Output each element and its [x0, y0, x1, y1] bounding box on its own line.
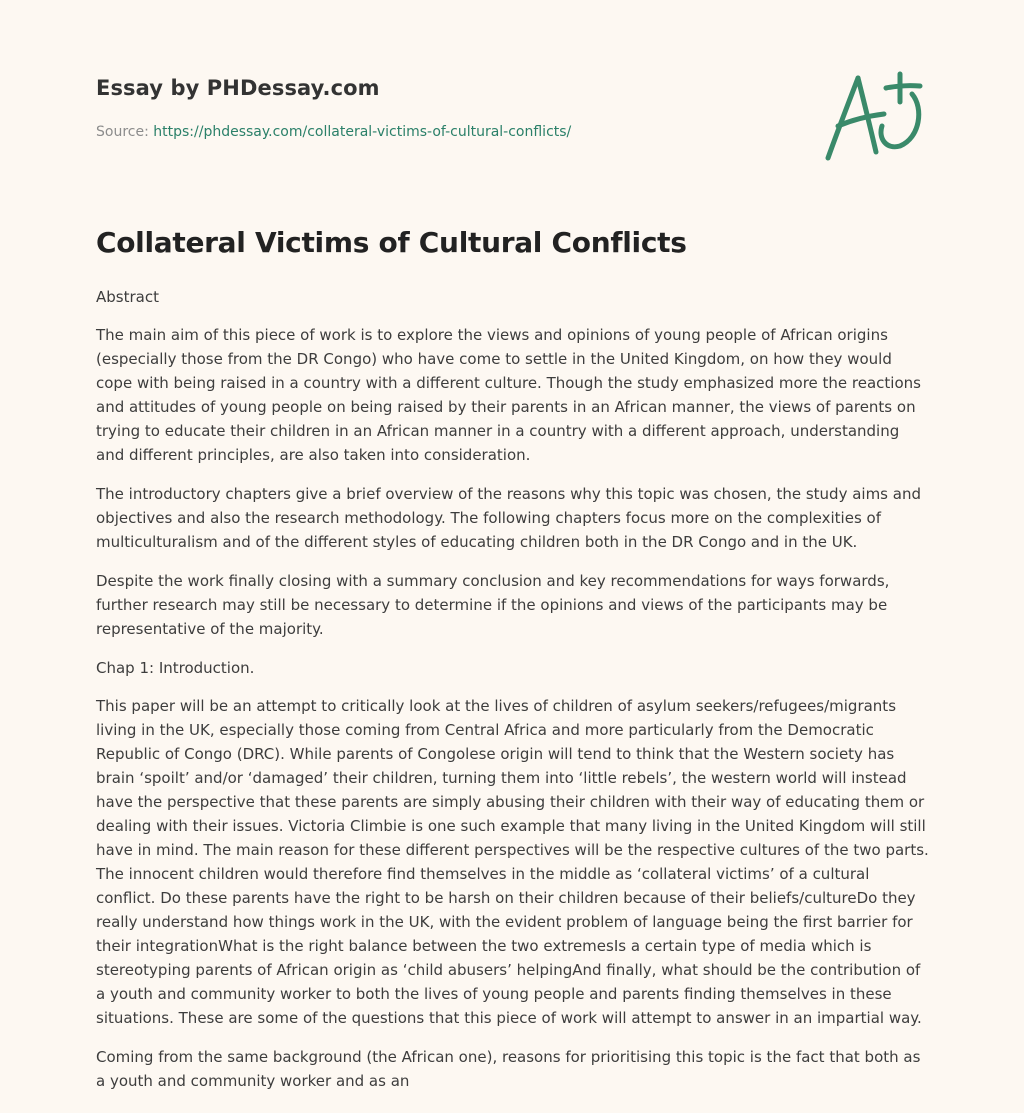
- chapter-heading: Chap 1: Introduction.: [96, 659, 255, 677]
- source-label: Source:: [96, 124, 154, 140]
- abstract-paragraph: The introductory chapters give a brief overview of the reasons why this topic was chosen, the study aims and objectives and also the research methodology. The following chapters focus more on the complexities of multiculturalism and of the different styles of educating children both in the DR Congo and in the UK.: [96, 485, 921, 551]
- abstract-paragraph: The main aim of this piece of work is to explore the views and opinions of young people of African origins (especially those from the DR Congo) who have come to settle in the United Kingdom, on how they would cope with being raised in a country with a different culture. Though the study emphasized more the reactions and attitudes of young people on being raised by their parents in an African manner, the views of parents on trying to educate their children in an African manner in a country with a different approach, understanding and different principles, are also taken into consideration.: [96, 326, 921, 464]
- abstract-heading: Abstract: [96, 288, 159, 306]
- site-brand: Essay by PHDessay.com: [96, 76, 380, 100]
- article-title: Collateral Victims of Cultural Conflicts: [96, 226, 687, 259]
- a-plus-logo-icon: [820, 68, 930, 166]
- abstract-paragraph: Despite the work finally closing with a summary conclusion and key recommendations for ways forwards, further research may still be necessary to determine if the opinions and views of the participants may be representative of the majority.: [96, 572, 890, 638]
- chapter-paragraph: This paper will be an attempt to critically look at the lives of children of asylum seekers/refugees/migrants living in the UK, especially those coming from Central Africa and more particularly from the Democratic Republic of Congo (DRC). While parents of Congolese origin will tend to think that the Western society has brain ‘spoilt’ and/or ‘damaged’ their children, turning them into ‘little rebels’, the western world will instead have the perspective that these parents are simply abusing their children with their way of educating them or dealing with their issues. Victoria Climbie is one such example that many living in the United Kingdom will still have in mind. The main reason for these different perspectives will be the respective cultures of the two parts. The innocent children would therefore find themselves in the middle as ‘collateral victims’ of a cultural conflict. Do these parents have the right to be harsh on their children because of their beliefs/cultureDo they really understand how things work in the UK, with the evident problem of language being the first barrier for their integrationWhat is the right balance between the two extremesIs a certain type of media which is stereotyping parents of African origin as ‘child abusers’ helpingAnd finally, what should be the contribution of a youth and community worker to both the lives of young people and parents finding themselves in these situations. These are some of the questions that this piece of work will attempt to answer in an impartial way.: [96, 697, 929, 1027]
- source-link[interactable]: https://phdessay.com/collateral-victims-of-cultural-conflicts/: [153, 124, 572, 140]
- source-line: [96, 124, 571, 140]
- chapter-paragraph: Coming from the same background (the African one), reasons for prioritising this topic is the fact that both as a youth and community worker and as an: [96, 1048, 921, 1090]
- article-body: [96, 285, 930, 1108]
